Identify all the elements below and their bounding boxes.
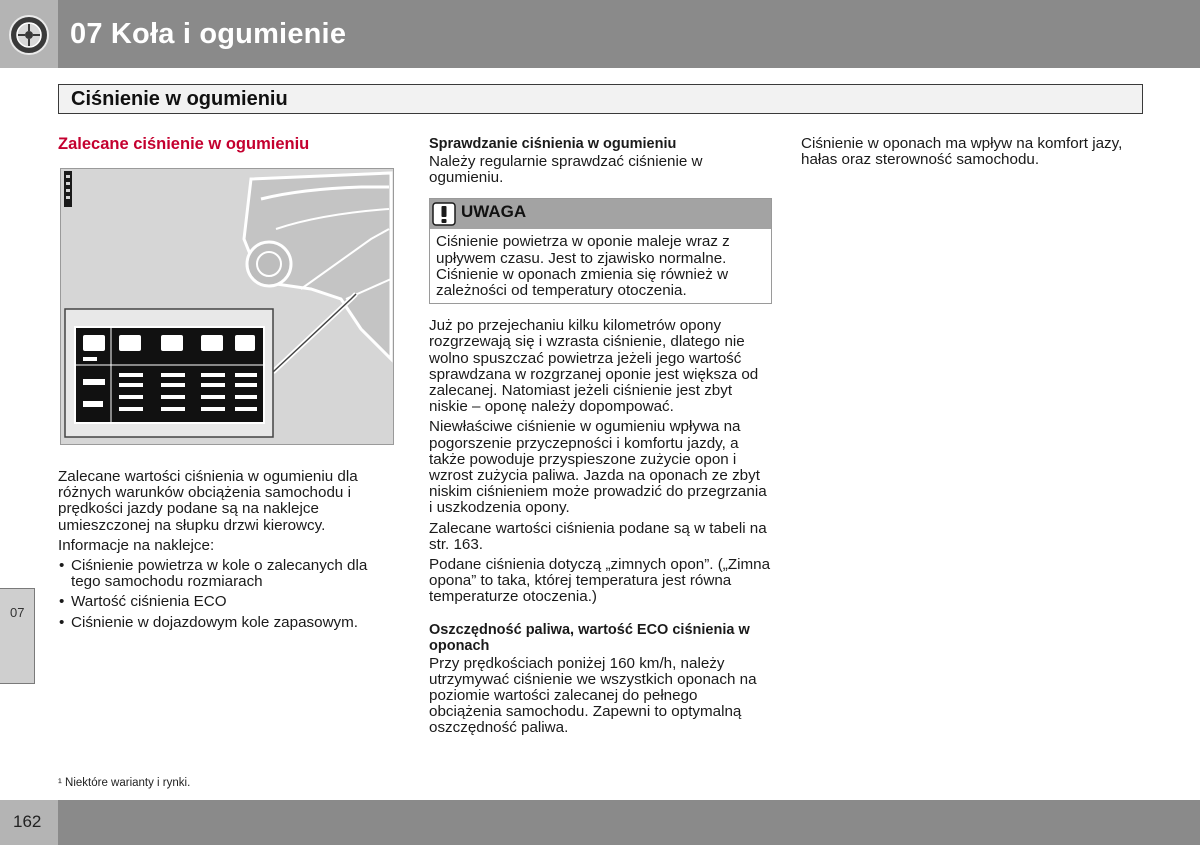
column-1 bbox=[58, 134, 398, 635]
sticker-info-intro: Informacje na naklejce: bbox=[58, 536, 215, 554]
warm-tires-paragraph: Już po przejechaniu kilku kilometrów opony rozgrzewają się i wzrasta ciśnienie, dlatego nie wolno spuszczać powietrza jeżeli jego wartość sprawdzana w rozgrzanej oponie jest większa od zalecanej. Natomiast jeżeli ciśnienie jest zbyt niskie – oponę należy dopompować. bbox=[429, 317, 759, 416]
wrong-pressure-paragraph: Niewłaściwe ciśnienie w ogumieniu wpływa na pogorszenie przyczepności i komfortu jazdy, a także powoduje przyspieszone zużycie opon i wzrost zużycia paliwa. Jazda na oponach ze zbyt niskim ciśnieniem może prowadzić do przegrzania i uszkodzenia opony. bbox=[429, 418, 767, 517]
list-item: • Wartość ciśnienia ECO bbox=[58, 594, 398, 610]
section-title-box bbox=[58, 84, 1143, 114]
comfort-paragraph: Ciśnienie w oponach ma wpływ na komfort jazy, hałas oraz sterowność samochodu. bbox=[801, 135, 1123, 169]
chapter-side-tab bbox=[0, 588, 35, 684]
tire-wheel-icon bbox=[8, 14, 50, 56]
warning-header bbox=[430, 199, 771, 229]
list-item: • Ciśnienie powietrza w kole o zalecanych dla tego samochodu rozmiarach bbox=[58, 558, 398, 590]
chapter-header bbox=[0, 0, 1200, 68]
recommended-pressure-heading: Zalecane ciśnienie w ogumieniu bbox=[58, 135, 310, 153]
list-item: • Ciśnienie w dojazdowym kole zapasowym. bbox=[58, 615, 398, 631]
side-tab-label: 07 bbox=[10, 605, 25, 620]
page-number: 162 bbox=[13, 812, 42, 831]
page-footer bbox=[0, 800, 1200, 845]
warning-text: Ciśnienie powietrza w oponie maleje wraz z upływem czasu. Jest to zjawisko normalne. Ciśnienie w oponach zmienia się również w zależności od temperatury otoczenia. bbox=[430, 229, 771, 303]
footnote: ¹ Niektóre warianty i rynki. bbox=[58, 777, 191, 789]
column-3 bbox=[801, 136, 1146, 172]
checking-pressure-intro: Należy regularnie sprawdzać ciśnienie w ogumieniu. bbox=[429, 153, 703, 187]
chapter-title: 07 Koła i ogumienie bbox=[70, 18, 347, 50]
warning-exclamation-icon bbox=[432, 202, 456, 226]
chapter-icon-box bbox=[0, 0, 58, 68]
eco-pressure-paragraph: Przy prędkościach poniżej 160 km/h, należy utrzymywać ciśnienie we wszystkich oponach na poziomie wartości zalecanej do pełnego obciążenia samochodu. Zapewni to optymalną oszczędność paliwa. bbox=[429, 654, 757, 737]
eco-pressure-heading: Oszczędność paliwa, wartość ECO ciśnienia w oponach bbox=[429, 621, 750, 654]
car-door-pillar-drawing bbox=[61, 169, 395, 446]
pressure-table-reference: Zalecane wartości ciśnienia podane są w tabeli na str. 163. bbox=[429, 519, 767, 553]
column-2 bbox=[429, 136, 774, 741]
section-title: Ciśnienie w ogumieniu bbox=[71, 88, 288, 110]
sticker-info-list bbox=[58, 558, 398, 631]
cold-tires-paragraph: Podane ciśnienia dotyczą „zimnych opon”. („Zimna opona” to taka, której temperatura jest równa temperaturze otoczenia.) bbox=[429, 556, 771, 606]
warning-title: UWAGA bbox=[461, 202, 527, 222]
sticker-info-paragraph: Zalecane wartości ciśnienia w ogumieniu dla różnych warunków obciążenia samochodu i prędkości jazdy podane są na naklejce umieszczonej na słupku drzwi kierowcy. bbox=[58, 468, 358, 534]
tire-pressure-label-illustration bbox=[60, 168, 394, 445]
page-number-box bbox=[0, 800, 58, 845]
warning-box bbox=[429, 198, 772, 304]
illustration-code-mark bbox=[61, 169, 75, 209]
checking-pressure-heading: Sprawdzanie ciśnienia w ogumieniu bbox=[429, 136, 677, 152]
